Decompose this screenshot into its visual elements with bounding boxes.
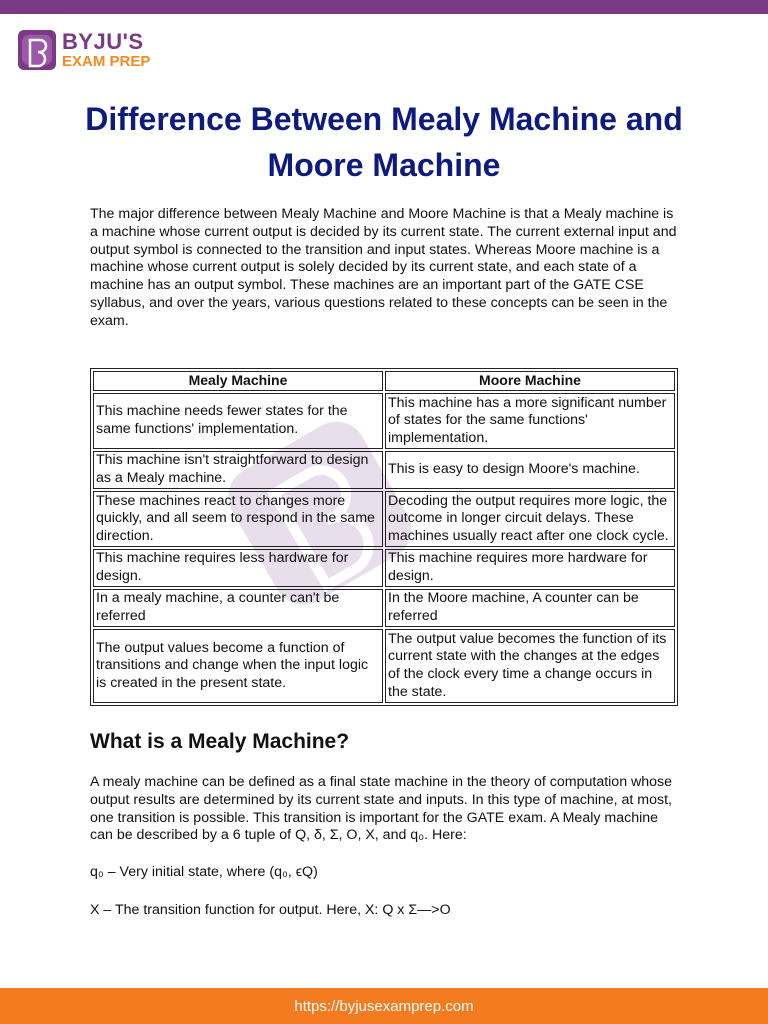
intro-paragraph: The major difference between Mealy Machine and Moore Machine is that a Mealy machine is a machine whose current output is decided by its current state. The current external input and output symbol is connected to the transition and input states. Whereas Moore machine is a machine whose current output is solely decided by its current state, and each state of a machine has an output symbol. These machines are an important part of the GATE CSE syllabus, and over the years, various questions related to these concepts can be seen in the exam. — [90, 206, 677, 329]
table-cell: This machine requires less hardware for design. — [93, 549, 383, 587]
comparison-table — [90, 368, 678, 706]
table-cell: These machines react to changes more quickly, and all seem to respond in the same direction. — [93, 491, 383, 547]
table-cell: This is easy to design Moore's machine. — [385, 451, 675, 489]
footer-bar — [0, 988, 768, 1024]
definition-initial-state: q₀ – Very initial state, where (q₀, ϵQ) — [90, 864, 318, 880]
byjus-b-logo-icon — [18, 30, 56, 70]
table-cell: This machine needs fewer states for the same functions' implementation. — [93, 393, 383, 449]
brand-name: BYJU'S — [62, 29, 144, 54]
table-cell: In a mealy machine, a counter can't be referred — [93, 589, 383, 627]
table-row — [93, 451, 675, 489]
header-moore: Moore Machine — [385, 371, 675, 391]
top-color-bar — [0, 0, 768, 14]
table-cell: Decoding the output requires more logic, the outcome in longer circuit delays. These machines usually react after one clock cycle. — [385, 491, 675, 547]
section-heading: What is a Mealy Machine? — [90, 730, 350, 753]
definition-transition-function: X – The transition function for output. Here, X: Q x Σ—>O — [90, 902, 451, 918]
section-paragraph: A mealy machine can be defined as a final state machine in the theory of computation whose output results are determined by its current state and inputs. In this type of machine, at most, one transition is possible. This transition is important for the GATE exam. A Mealy machine can be described by a 6 tuple of Q, δ, Σ, O, X, and q₀. Here: — [90, 774, 673, 844]
header-mealy: Mealy Machine — [93, 371, 383, 391]
footer-url-link[interactable]: https://byjusexamprep.com — [294, 997, 474, 1015]
table-row — [93, 393, 675, 449]
table-row — [93, 549, 675, 587]
brand-logo — [18, 30, 150, 70]
table-cell: This machine isn't straightforward to design as a Mealy machine. — [93, 451, 383, 489]
brand-subtitle: EXAM PREP — [62, 53, 151, 70]
table-row — [93, 629, 675, 703]
table-cell: This machine requires more hardware for design. — [385, 549, 675, 587]
table-cell: This machine has a more significant number of states for the same functions' implementation. — [385, 393, 675, 449]
table-cell: In the Moore machine, A counter can be referred — [385, 589, 675, 627]
table-header-row — [93, 371, 675, 391]
table-cell: The output values become a function of transitions and change when the input logic is created in the present state. — [93, 629, 383, 703]
table-row — [93, 491, 675, 547]
page-title: Difference Between Mealy Machine and Moore Machine — [85, 101, 683, 183]
table-row — [93, 589, 675, 627]
table-cell: The output value becomes the function of its current state with the changes at the edges of the clock every time a change occurs in the state. — [385, 629, 675, 703]
